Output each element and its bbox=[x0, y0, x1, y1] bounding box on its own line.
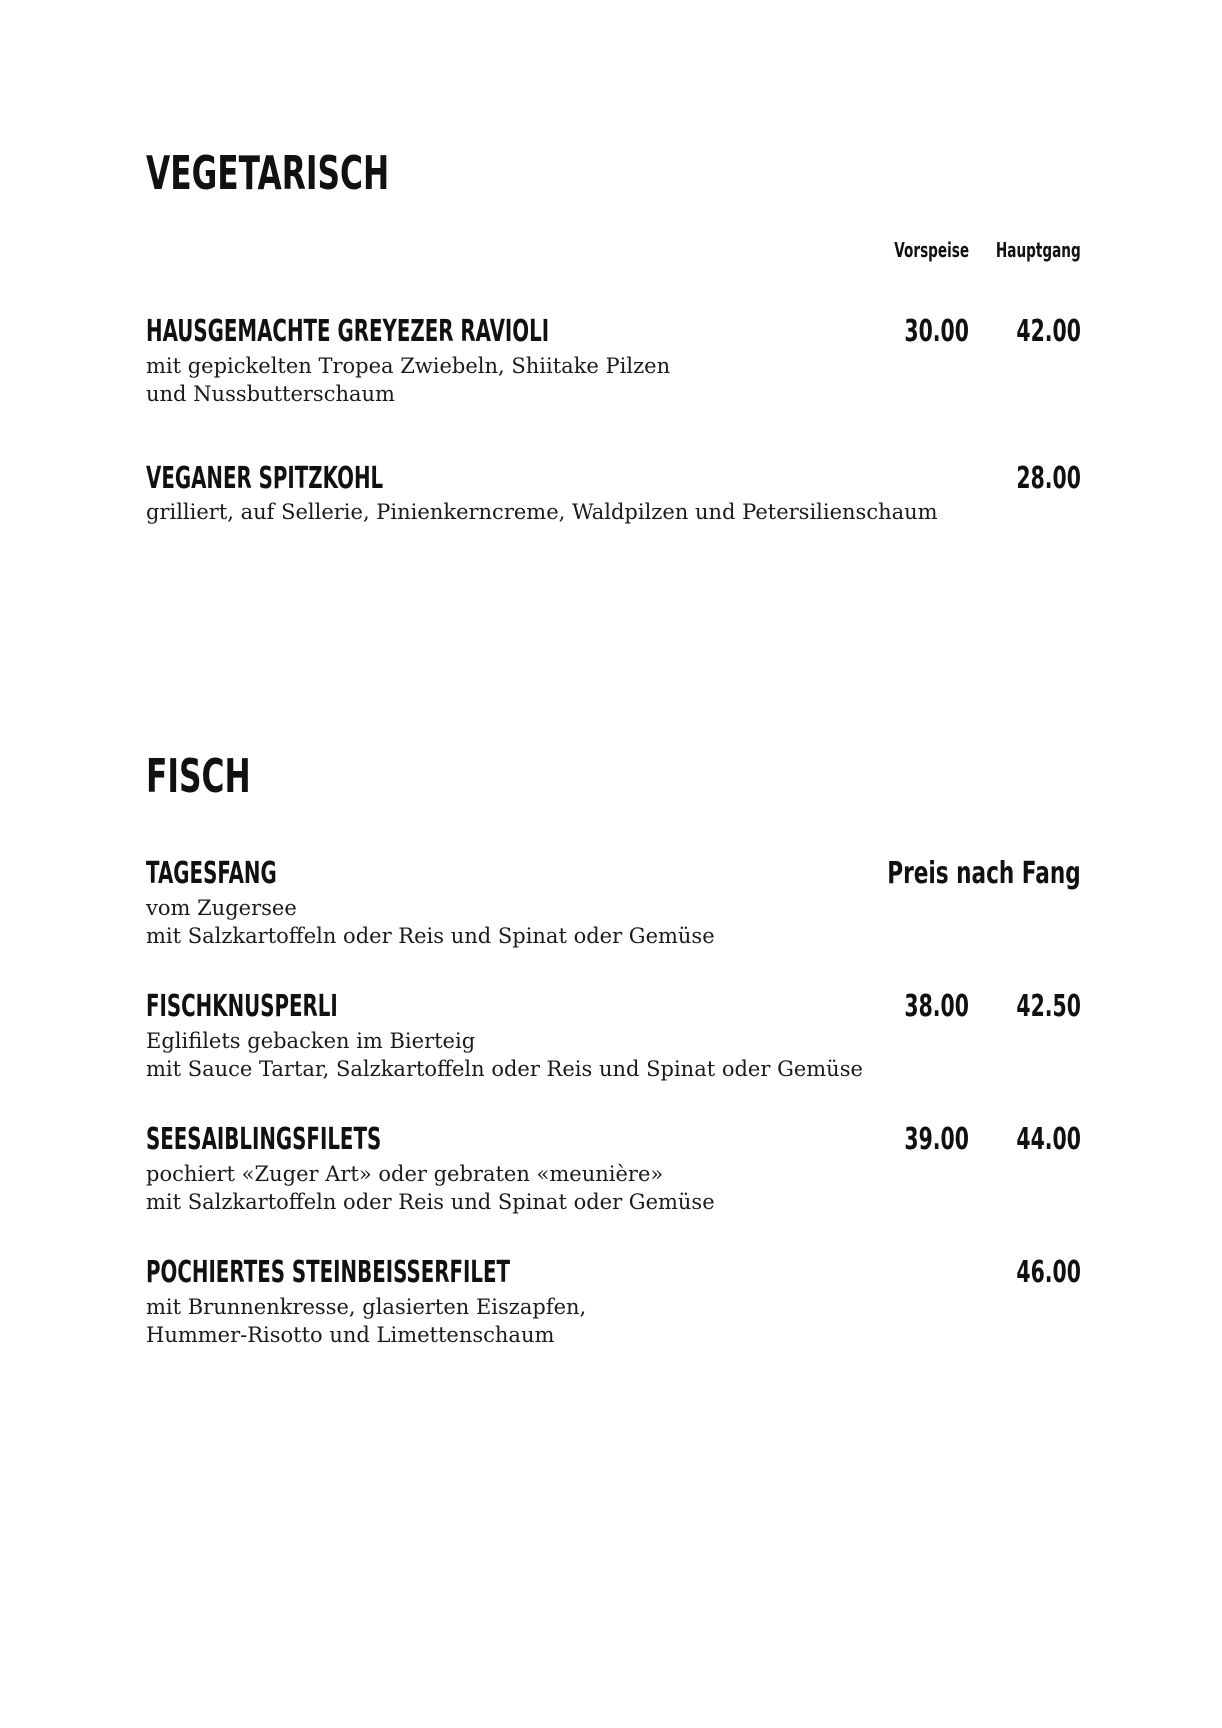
dish-description-tagesfang-line-1: vom Zugersee bbox=[146, 896, 297, 920]
dish-name-steinbeisserfilet: POCHIERTES STEINBEISSERFILET bbox=[146, 1255, 511, 1290]
dish-description-ravioli-line-1: mit gepickelten Tropea Zwiebeln, Shiitake Pilzen bbox=[146, 354, 671, 378]
dish-description-ravioli-line-2: und Nussbutterschaum bbox=[146, 382, 395, 406]
price-hauptgang-spitzkohl: 28.00 bbox=[1016, 461, 1081, 496]
dish-description-fischknusperli-line-1: Eglifilets gebacken im Bierteig bbox=[146, 1029, 476, 1053]
dish-description-seesaiblingsfilets-line-1: pochiert «Zuger Art» oder gebraten «meunière» bbox=[146, 1162, 664, 1186]
section-title-vegetarisch: VEGETARISCH bbox=[146, 146, 390, 200]
dish-description-steinbeisserfilet-line-1: mit Brunnenkresse, glasierten Eiszapfen, bbox=[146, 1295, 587, 1319]
dish-description-steinbeisserfilet-line-2: Hummer-Risotto und Limettenschaum bbox=[146, 1323, 555, 1347]
section-title-fisch: FISCH bbox=[146, 749, 251, 803]
price-vorspeise-ravioli: 30.00 bbox=[904, 314, 969, 349]
price-hauptgang-ravioli: 42.00 bbox=[1016, 314, 1081, 349]
column-header-hauptgang: Hauptgang bbox=[996, 238, 1081, 262]
price-text-tagesfang: Preis nach Fang bbox=[887, 856, 1081, 891]
dish-name-ravioli: HAUSGEMACHTE GREYEZER RAVIOLI bbox=[146, 314, 550, 349]
dish-name-tagesfang: TAGESFANG bbox=[146, 856, 277, 891]
dish-name-fischknusperli: FISCHKNUSPERLI bbox=[146, 989, 338, 1024]
dish-description-spitzkohl-line-1: grilliert, auf Sellerie, Pinienkerncreme, Waldpilzen und Petersilienschaum bbox=[146, 500, 938, 524]
dish-description-tagesfang-line-2: mit Salzkartoffeln oder Reis und Spinat oder Gemüse bbox=[146, 924, 715, 948]
price-vorspeise-fischknusperli: 38.00 bbox=[904, 989, 969, 1024]
dish-description-seesaiblingsfilets-line-2: mit Salzkartoffeln oder Reis und Spinat oder Gemüse bbox=[146, 1190, 715, 1214]
price-hauptgang-fischknusperli: 42.50 bbox=[1016, 989, 1081, 1024]
price-vorspeise-seesaiblingsfilets: 39.00 bbox=[904, 1122, 969, 1157]
price-hauptgang-steinbeisserfilet: 46.00 bbox=[1016, 1255, 1081, 1290]
dish-name-seesaiblingsfilets: SEESAIBLINGSFILETS bbox=[146, 1122, 382, 1157]
dish-name-spitzkohl: VEGANER SPITZKOHL bbox=[146, 461, 384, 496]
dish-description-fischknusperli-line-2: mit Sauce Tartar, Salzkartoffeln oder Reis und Spinat oder Gemüse bbox=[146, 1057, 863, 1081]
price-hauptgang-seesaiblingsfilets: 44.00 bbox=[1016, 1122, 1081, 1157]
column-header-vorspeise: Vorspeise bbox=[894, 238, 969, 262]
